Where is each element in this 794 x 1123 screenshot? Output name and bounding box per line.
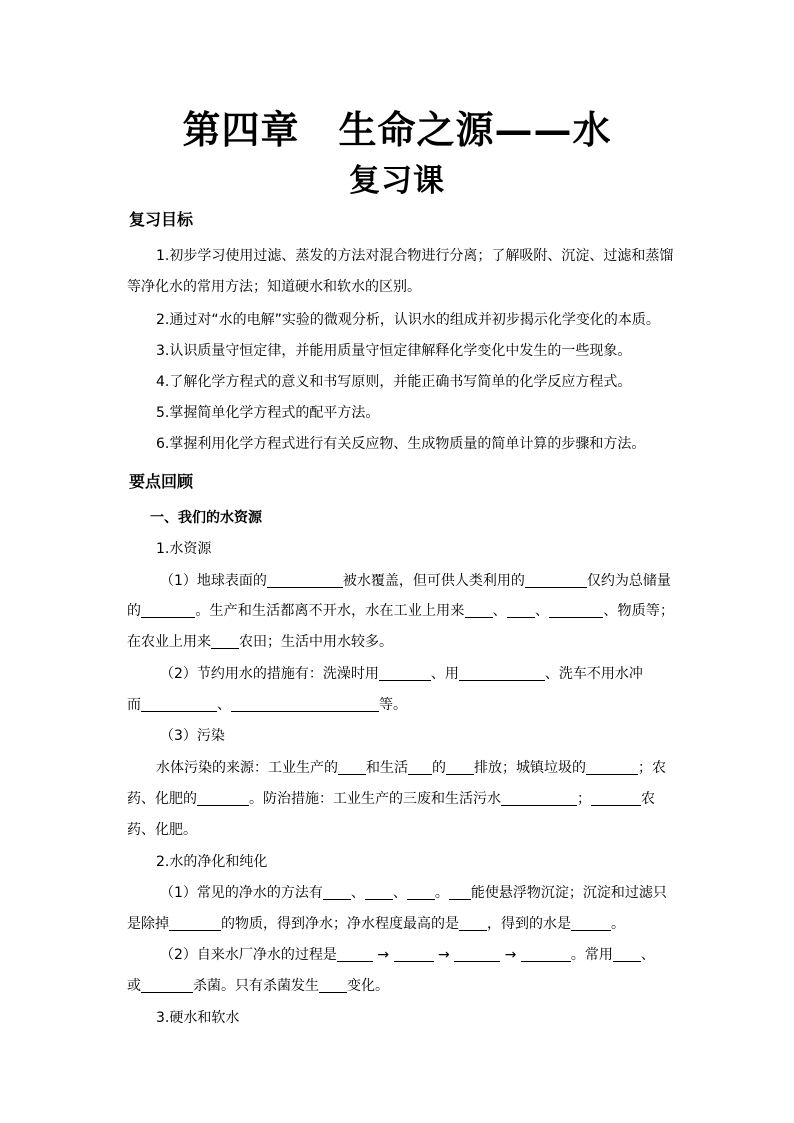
goal-1-line-1: 1.初步学习使用过滤、蒸发的方法对混合物进行分离；了解吸附、沉淀、过滤和蒸馏 xyxy=(156,248,674,264)
blank[interactable] xyxy=(365,884,393,900)
p2-line-2 xyxy=(127,694,407,716)
subsection-hard-soft-water: 3.硬水和软水 xyxy=(156,1010,240,1026)
chapter-title: 第四章 生命之源——水 xyxy=(182,107,612,152)
text: 农田；生活中用水较多。 xyxy=(239,634,393,650)
blank[interactable] xyxy=(267,572,343,588)
blank[interactable] xyxy=(323,884,351,900)
text: 等。 xyxy=(379,697,407,713)
text: 在农业上用来 xyxy=(127,634,211,650)
arrow-icon: → xyxy=(377,947,390,963)
text: 的物质，得到净水；净水程度最高的是 xyxy=(221,916,459,932)
p5-line-2 xyxy=(127,913,625,935)
text: 而 xyxy=(127,697,141,713)
text: （2）自来水厂净水的过程是 xyxy=(160,947,337,963)
text: 。 xyxy=(611,916,625,932)
p4-line-1 xyxy=(156,757,666,779)
blank[interactable] xyxy=(454,946,500,962)
blank[interactable] xyxy=(169,915,221,931)
text: 的 xyxy=(127,603,142,619)
blank[interactable] xyxy=(408,759,432,775)
text: 。 xyxy=(434,885,449,901)
text: 能使悬浮物沉淀；沉淀和过滤只 xyxy=(470,885,667,901)
goal-4: 4.了解化学方程式的意义和书写原则，并能正确书写简单的化学反应方程式。 xyxy=(156,374,632,390)
p6-line-2 xyxy=(127,975,389,997)
p1-line-3 xyxy=(127,631,393,653)
text: 、 xyxy=(217,697,231,713)
text: 。常用 xyxy=(570,947,613,963)
blank[interactable] xyxy=(521,946,571,962)
text: （1）地球表面的 xyxy=(160,573,267,589)
blank[interactable] xyxy=(465,602,493,618)
blank[interactable] xyxy=(231,696,379,712)
blank[interactable] xyxy=(211,633,239,649)
goal-5: 5.掌握简单化学方程式的配平方法。 xyxy=(156,405,380,421)
text: 水体污染的来源：工业生产的 xyxy=(156,760,338,776)
goal-6: 6.掌握利用化学方程式进行有关反应物、生成物质量的简单计算的步骤和方法。 xyxy=(156,436,646,452)
section-water-resources: 一、我们的水资源 xyxy=(150,510,262,526)
p4-line-3: 药、化肥。 xyxy=(127,822,197,838)
blank[interactable] xyxy=(586,759,638,775)
blank[interactable] xyxy=(459,915,487,931)
blank[interactable] xyxy=(141,977,193,993)
p6-line-1 xyxy=(160,944,655,966)
text: ；农 xyxy=(638,760,666,776)
chapter-subtitle: 复习课 xyxy=(349,163,445,199)
text: 杀菌。只有杀菌发生 xyxy=(193,978,319,994)
text: 排放；城镇垃圾的 xyxy=(474,760,586,776)
pollution-heading: （3）污染 xyxy=(160,728,225,744)
text: 药、化肥的 xyxy=(127,791,197,807)
blank[interactable] xyxy=(141,602,195,618)
blank[interactable] xyxy=(571,915,611,931)
review-heading: 要点回顾 xyxy=(129,472,194,491)
blank[interactable] xyxy=(446,759,474,775)
blank[interactable] xyxy=(507,602,535,618)
text: 、 xyxy=(392,885,407,901)
text: 。生产和生活都离不开水，水在工业上用来 xyxy=(195,603,465,619)
text: 。防治措施：工业生产的三废和生活污水 xyxy=(249,791,501,807)
blank[interactable] xyxy=(141,696,217,712)
text: 是除掉 xyxy=(127,916,169,932)
text: 被水覆盖，但可供人类利用的 xyxy=(342,573,525,589)
blank[interactable] xyxy=(319,977,347,993)
text: （2）节约用水的措施有：洗澡时用 xyxy=(160,666,379,682)
subsection-purification: 2.水的净化和纯化 xyxy=(156,854,268,870)
text: 、 xyxy=(350,885,365,901)
text: 农 xyxy=(641,791,655,807)
text: ； xyxy=(577,791,591,807)
text: 仅约为总储量 xyxy=(586,573,671,589)
blank[interactable] xyxy=(379,665,431,681)
blank[interactable] xyxy=(613,946,641,962)
blank[interactable] xyxy=(525,572,587,588)
text: 、 xyxy=(492,603,507,619)
p1-line-1 xyxy=(160,570,671,592)
goal-1-line-2: 等净化水的常用方法；知道硬水和软水的区别。 xyxy=(127,279,421,295)
p1-line-2 xyxy=(127,600,674,622)
blank[interactable] xyxy=(197,790,249,806)
text: 、用 xyxy=(430,666,459,682)
text: 、 xyxy=(534,603,550,619)
text: （1）常见的净水的方法有 xyxy=(160,885,323,901)
text: 变化。 xyxy=(347,978,389,994)
blank[interactable] xyxy=(449,884,471,900)
blank[interactable] xyxy=(459,665,545,681)
p4-line-2 xyxy=(127,788,655,810)
goals-heading: 复习目标 xyxy=(129,210,194,229)
text: ，得到的水是 xyxy=(487,916,571,932)
blank[interactable] xyxy=(591,790,641,806)
text: 或 xyxy=(127,978,141,994)
blank[interactable] xyxy=(407,884,435,900)
text: 和生活 xyxy=(366,760,408,776)
goal-3: 3.认识质量守恒定律，并能用质量守恒定律解释化学变化中发生的一些现象。 xyxy=(156,343,632,359)
p2-line-1 xyxy=(160,663,643,685)
arrow-icon: → xyxy=(504,947,517,963)
blank[interactable] xyxy=(337,946,373,962)
text: 、 xyxy=(640,947,655,963)
blank[interactable] xyxy=(394,946,434,962)
goal-2: 2.通过对“水的电解”实验的微观分析，认识水的组成并初步揭示化学变化的本质。 xyxy=(156,312,660,328)
text: 、物质等； xyxy=(603,603,675,619)
text: 的 xyxy=(432,760,446,776)
arrow-icon: → xyxy=(438,947,450,963)
blank[interactable] xyxy=(549,602,603,618)
blank[interactable] xyxy=(501,790,577,806)
blank[interactable] xyxy=(338,759,366,775)
text: 、洗车不用水冲 xyxy=(544,666,643,682)
p5-line-1 xyxy=(160,882,667,904)
subsection-water-resources: 1.水资源 xyxy=(156,541,212,557)
